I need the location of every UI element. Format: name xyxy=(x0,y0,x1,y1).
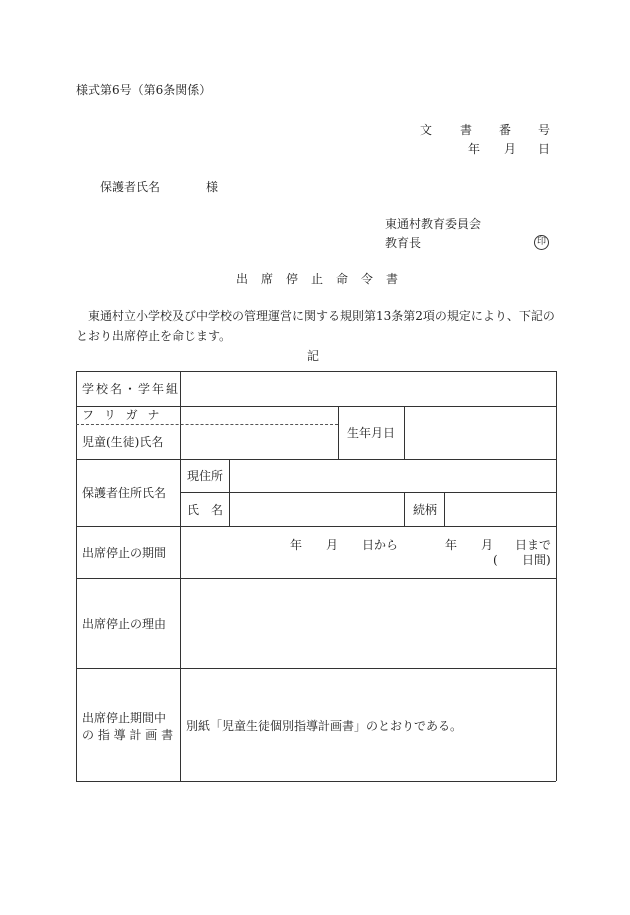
title-char-6: 令 xyxy=(361,272,374,286)
address-label: 現住所 xyxy=(187,469,224,483)
birth-date-field[interactable] xyxy=(405,408,555,458)
child-name-field[interactable] xyxy=(180,428,338,456)
relation-label: 続柄 xyxy=(413,503,438,517)
date-month: 月 xyxy=(504,142,517,156)
sender-org: 東通村教育委員会 xyxy=(385,217,482,231)
addressee-label: 保護者氏名 xyxy=(100,180,161,194)
doc-number-char-4: 号 xyxy=(538,123,551,137)
guardian-name-field[interactable] xyxy=(230,495,403,524)
doc-number-char-2: 書 xyxy=(460,123,473,137)
birth-label-left-divider xyxy=(338,406,339,459)
table-border-bottom xyxy=(76,781,556,782)
period-start-month: 月 xyxy=(326,538,339,552)
title-char-3: 停 xyxy=(286,272,299,286)
relation-field[interactable] xyxy=(445,495,555,524)
plan-label-line-2: の 指 導 計 画 書 xyxy=(82,728,174,742)
address-field[interactable] xyxy=(230,462,555,490)
form-number: 様式第6号（第6条関係） xyxy=(76,83,212,97)
child-name-label: 児童(生徒)氏名 xyxy=(82,435,164,449)
reason-field[interactable] xyxy=(182,582,554,666)
school-grade-field[interactable] xyxy=(180,380,556,400)
furigana-field[interactable] xyxy=(180,408,338,422)
row-divider-school xyxy=(76,406,556,407)
period-start-day: 日から xyxy=(362,538,399,552)
title-char-7: 書 xyxy=(386,272,399,286)
date-day: 日 xyxy=(538,142,551,156)
guardian-label: 保護者住所氏名 xyxy=(82,486,167,500)
table-border-right xyxy=(556,371,557,781)
title-char-5: 命 xyxy=(336,272,349,286)
furigana-label: フ リ ガ ナ xyxy=(82,408,163,422)
period-end-day: 日まで xyxy=(515,538,552,552)
table-border-top xyxy=(76,371,556,372)
furigana-dashed-line xyxy=(76,424,338,425)
row-divider-child xyxy=(76,459,556,460)
date-year: 年 xyxy=(468,142,481,156)
period-end-year: 年 xyxy=(445,538,458,552)
row-divider-period xyxy=(76,578,556,579)
birth-date-label: 生年月日 xyxy=(347,426,396,440)
period-label: 出席停止の期間 xyxy=(82,546,167,560)
title-char-4: 止 xyxy=(311,272,324,286)
seal-icon: 印 xyxy=(534,235,549,250)
table-border-left xyxy=(76,371,77,781)
relation-left-divider xyxy=(404,492,405,526)
period-days: 日間) xyxy=(522,553,551,567)
ki-mark: 記 xyxy=(307,349,320,363)
period-end-month: 月 xyxy=(481,538,494,552)
school-grade-label: 学校名・学年組 xyxy=(82,382,181,396)
plan-value: 別紙「児童生徒個別指導計画書」のとおりである。 xyxy=(186,719,463,733)
period-start-year: 年 xyxy=(290,538,303,552)
plan-label-line-1: 出席停止期間中 xyxy=(82,711,167,725)
guardian-name-label: 氏 名 xyxy=(187,503,224,517)
period-days-open: ( xyxy=(493,553,498,567)
row-divider-address xyxy=(180,492,556,493)
reason-label: 出席停止の理由 xyxy=(82,617,167,631)
doc-number-char-3: 番 xyxy=(499,123,512,137)
body-text-line-1: 東通村立小学校及び中学校の管理運営に関する規則第13条第2項の規定により、下記の xyxy=(88,309,555,323)
sender-title: 教育長 xyxy=(385,236,422,250)
row-divider-guardian xyxy=(76,526,556,527)
body-text-line-2: とおり出席停止を命じます。 xyxy=(76,329,232,343)
title-char-2: 席 xyxy=(261,272,274,286)
title-char-1: 出 xyxy=(236,272,249,286)
addressee-honorific: 様 xyxy=(206,180,219,194)
doc-number-char-1: 文 xyxy=(420,123,433,137)
row-divider-reason xyxy=(76,668,556,669)
